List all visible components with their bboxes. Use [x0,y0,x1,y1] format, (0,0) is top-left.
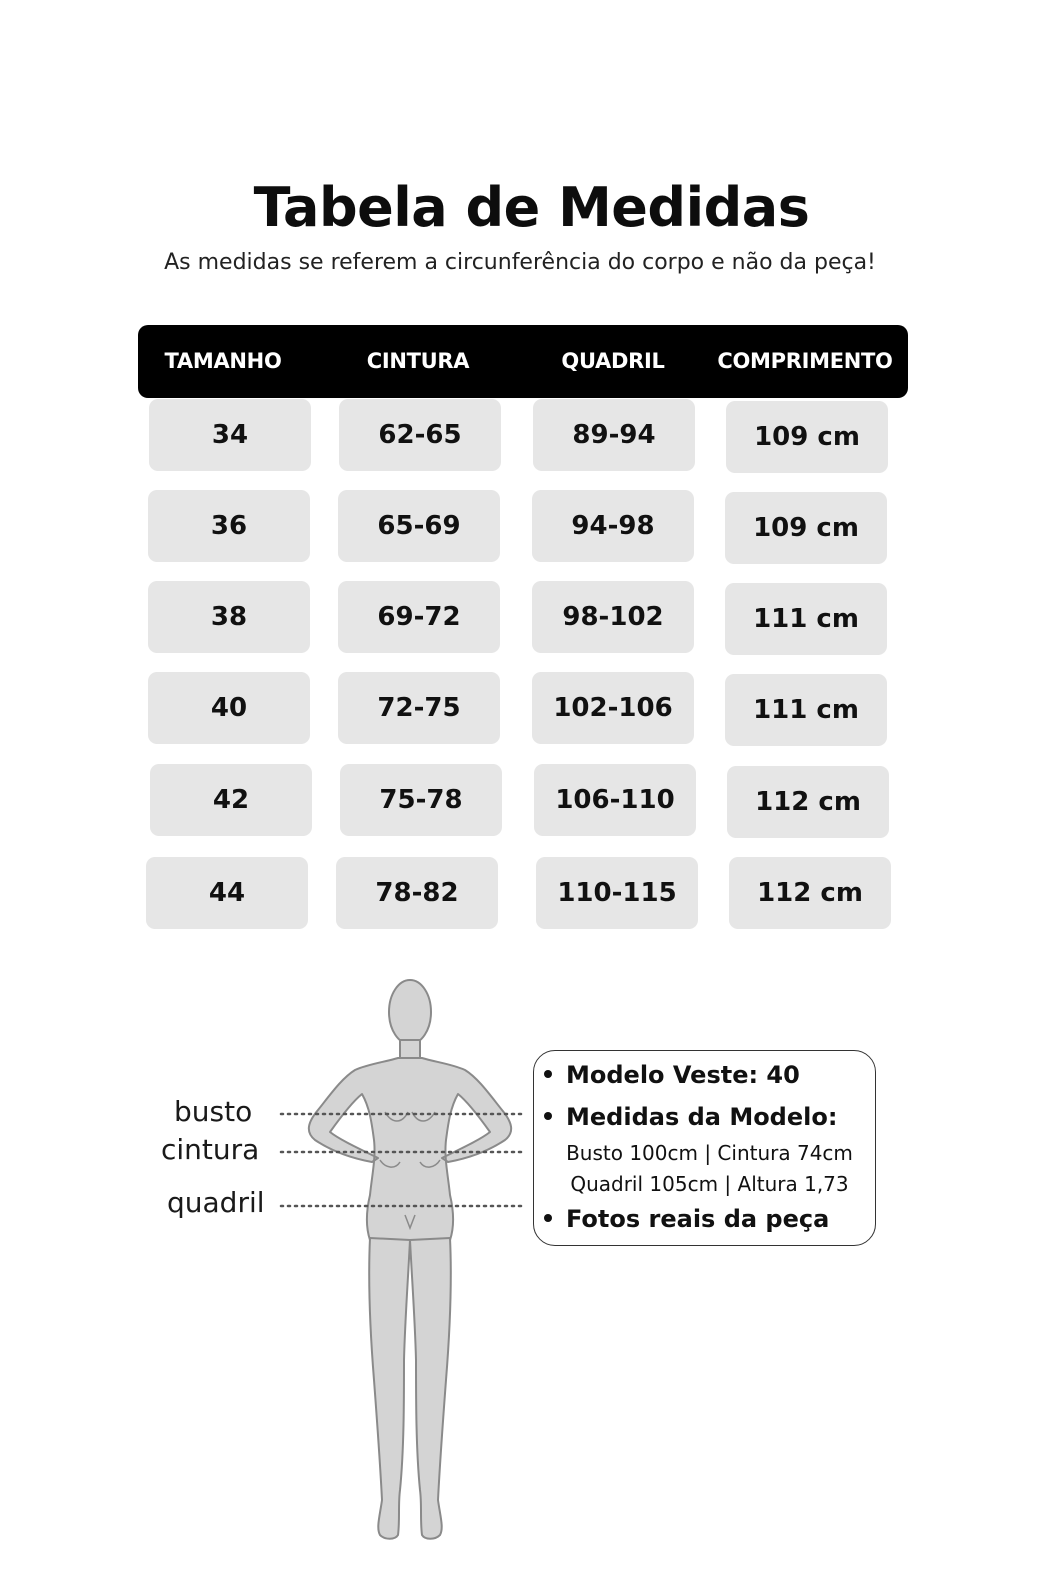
cell-hip: 89-94 [533,399,695,471]
model-measures-title: Medidas da Modelo: [566,1103,838,1131]
model-measures-line-1: Busto 100cm | Cintura 74cm [566,1141,853,1165]
figure-right-leg [410,1238,451,1539]
header-waist: CINTURA [366,349,470,373]
cell-waist: 75-78 [340,764,502,836]
page-title: Tabela de Medidas [253,176,810,239]
bust-label: busto [174,1095,253,1128]
cell-hip: 102-106 [532,672,694,744]
figure-head [389,980,431,1044]
cell-size: 34 [149,399,311,471]
page-subtitle: As medidas se referem a circunferência do corpo e não da peça! [164,250,876,275]
cell-hip: 106-110 [534,764,696,836]
header-size: TAMANHO [164,349,282,373]
cell-length: 109 cm [725,492,887,564]
cell-length: 112 cm [729,857,891,929]
cell-hip: 94-98 [532,490,694,562]
cell-waist: 72-75 [338,672,500,744]
cell-hip: 98-102 [532,581,694,653]
bullet-icon [544,1112,552,1120]
cell-waist: 65-69 [338,490,500,562]
header-hip: QUADRIL [561,349,665,373]
cell-length: 112 cm [727,766,889,838]
figure-torso [309,1058,511,1240]
model-size-line [544,1061,800,1089]
cell-waist: 69-72 [338,581,500,653]
cell-waist: 78-82 [336,857,498,929]
bullet-icon [544,1070,552,1078]
real-photos-line [544,1205,829,1233]
cell-size: 44 [146,857,308,929]
model-size-text: Modelo Veste: 40 [566,1061,800,1089]
model-measures-title-line [544,1103,837,1131]
hip-label: quadril [167,1186,265,1219]
cell-size: 38 [148,581,310,653]
bullet-icon [544,1214,552,1222]
cell-size: 40 [148,672,310,744]
model-measures-line-2: Quadril 105cm | Altura 1,73 [570,1172,849,1196]
cell-length: 111 cm [725,674,887,746]
waist-label: cintura [161,1133,260,1166]
real-photos-text: Fotos reais da peça [566,1205,830,1233]
cell-length: 109 cm [726,401,888,473]
cell-length: 111 cm [725,583,887,655]
cell-waist: 62-65 [339,399,501,471]
model-info-box [533,1050,876,1246]
figure-left-leg [369,1238,410,1539]
cell-hip: 110-115 [536,857,698,929]
header-length: COMPRIMENTO [717,349,893,373]
cell-size: 36 [148,490,310,562]
cell-size: 42 [150,764,312,836]
